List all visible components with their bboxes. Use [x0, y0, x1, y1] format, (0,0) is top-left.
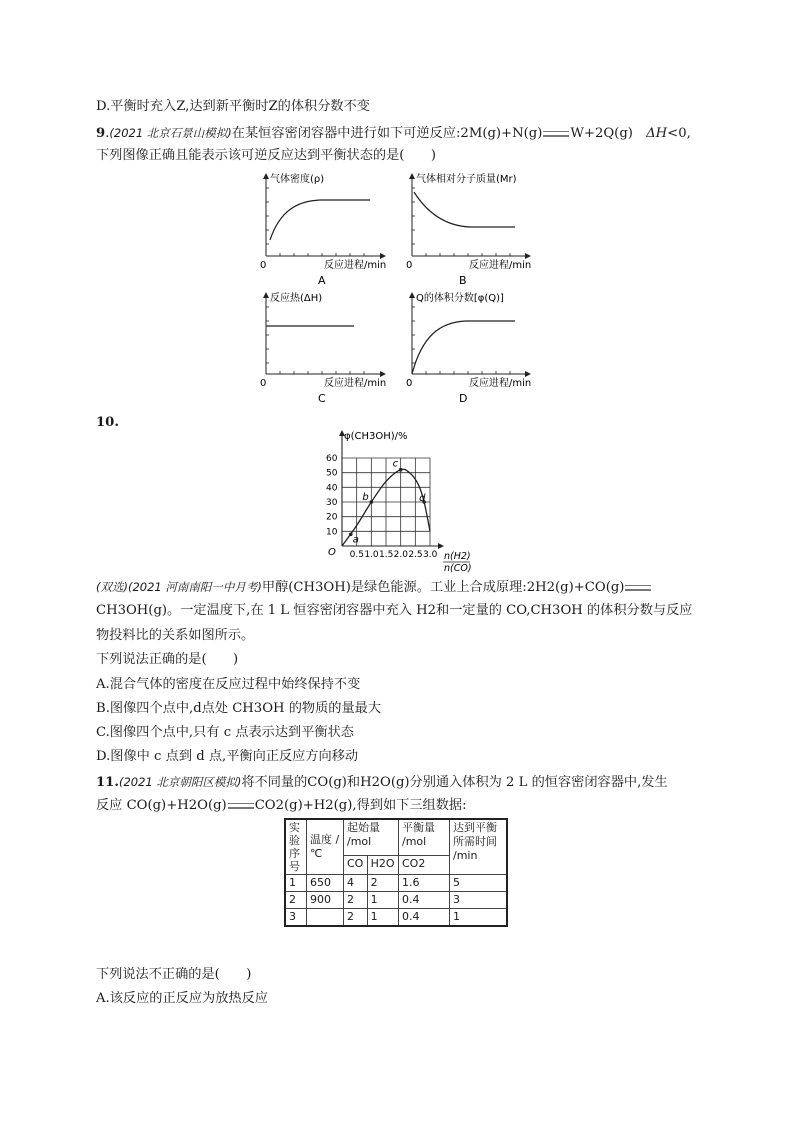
q9-dh-value: <0,	[667, 126, 691, 141]
graph-a	[260, 172, 386, 287]
header-eq: 平衡量 /mol	[399, 819, 450, 855]
cell: 1.6	[399, 875, 450, 892]
graph-c-xlabel: 反应进程/min	[324, 378, 387, 389]
point-label-d: d	[419, 493, 426, 504]
cell: 1	[367, 909, 398, 927]
q10-number: 10.	[96, 415, 119, 430]
graph-b-xlabel: 反应进程/min	[469, 260, 532, 271]
cell: 0.4	[399, 892, 450, 909]
q10-option-a: A.混合气体的密度在反应过程中始终保持不变	[96, 677, 361, 692]
q9-dh-symbol: ΔH	[646, 126, 668, 141]
cell: 650	[307, 875, 344, 892]
cell: 1	[285, 875, 307, 892]
graph-d-ylabel: Q的体积分数[φ(Q)]	[416, 293, 504, 304]
q10-grid	[342, 458, 430, 546]
q11-number: 11.	[96, 775, 119, 790]
q11-source: (2021 北京朝阳区模拟)	[118, 775, 242, 789]
q10-option-d: D.图像中 c 点到 d 点,平衡向正反应方向移动	[96, 749, 359, 764]
cell	[307, 909, 344, 927]
q11-line3: 下列说法不正确的是( )	[96, 967, 252, 982]
y-tick-label: 10	[326, 527, 338, 538]
q10-line3: 物投料比的关系如图所示。	[96, 628, 255, 643]
cell: 2	[367, 875, 398, 892]
q11-data-table	[284, 818, 508, 927]
x-tick-label: 0.5	[349, 550, 364, 560]
x-tick-label: 1.5	[379, 550, 394, 560]
y-tick-label: 40	[326, 483, 338, 494]
subheader-co2: CO2	[399, 855, 450, 874]
x-tick-label: 2.5	[408, 550, 423, 560]
graph-a-ticks	[266, 188, 364, 256]
cell: 0.4	[399, 909, 450, 927]
graph-b-curve	[414, 192, 515, 227]
q10-line1-text: 甲醇(CH3OH)是绿色能源。工业上合成原理:2H2(g)+CO(g)	[261, 580, 625, 595]
subheader-co: CO	[344, 855, 368, 874]
q9-stem-b: W+2Q(g)	[570, 126, 633, 141]
equilibrium-arrow-icon	[625, 585, 651, 591]
graph-a-ylabel: 气体密度(ρ)	[270, 174, 325, 185]
y-tick-label: 30	[326, 498, 338, 508]
q9-question: 下列图像正确且能表示该可逆反应达到平衡状态的是( )	[96, 148, 436, 163]
q9-source: (2021 北京石景山模拟)	[109, 126, 232, 140]
graph-a-curve	[270, 200, 370, 240]
equilibrium-arrow-icon	[543, 131, 569, 137]
x-tick-label: 1.0	[364, 550, 379, 560]
graph-c-caption: C	[318, 392, 326, 405]
y-tick-label: 60	[326, 454, 338, 464]
cell: 2	[344, 892, 368, 909]
q10-option-c: C.图像四个点中,只有 c 点表示达到平衡状态	[96, 725, 354, 740]
x-tick-label: 2.0	[393, 550, 408, 560]
q10-line1	[96, 578, 652, 597]
q10-ylabel: φ(CH3OH)/%	[344, 431, 408, 442]
q9-number: 9	[96, 126, 106, 141]
q9-graphs	[0, 168, 794, 408]
header-exp: 实 验 序 号	[285, 819, 307, 875]
cell: 1	[450, 909, 508, 927]
graph-d-curve	[412, 321, 515, 374]
cell: 4	[344, 875, 368, 892]
graph-a-origin: 0	[260, 260, 267, 271]
graph-c	[260, 291, 386, 405]
point-label-a: a	[352, 534, 359, 546]
q11-line2b: CO2(g)+H2(g),得到如下三组数据:	[254, 798, 467, 813]
graph-a-caption: A	[318, 274, 326, 287]
equilibrium-arrow-icon	[228, 803, 254, 809]
cell: 3	[450, 892, 508, 909]
cell: 1	[367, 892, 398, 909]
q10-xlabel-den: n(CO)	[444, 563, 472, 573]
q10-source: (2021 河南南阳一中月考)	[127, 580, 262, 594]
data-point-c	[399, 468, 403, 472]
y-tick-label: 50	[326, 468, 338, 479]
graph-d-caption: D	[459, 392, 468, 405]
graph-b-caption: B	[459, 274, 467, 287]
q9-stem: 9.(2021 北京石景山模拟)在某恒容密闭容器中进行如下可逆反应:2M(g)+N(g) W+2Q(g) ΔH<0,	[96, 126, 691, 141]
cell: 2	[285, 892, 307, 909]
table-row	[285, 892, 507, 909]
graph-b-ticks	[412, 188, 510, 256]
cell: 3	[285, 909, 307, 927]
q10-xlabel-num: n(H2)	[444, 551, 471, 562]
q9-stem-a: 在某恒容密闭容器中进行如下可逆反应:2M(g)+N(g)	[231, 126, 543, 141]
graph-b-origin: 0	[406, 260, 413, 271]
q10-origin: O	[328, 547, 336, 558]
table-row	[285, 909, 507, 927]
q11-line2	[96, 797, 467, 815]
cell: 2	[344, 909, 368, 927]
q11-option-a: A.该反应的正反应为放热反应	[96, 991, 268, 1006]
header-start: 起始量 /mol	[344, 819, 399, 855]
q10-option-b: B.图像四个点中,d点处 CH3OH 的物质的量最大	[96, 701, 382, 716]
graph-c-origin: 0	[260, 378, 267, 389]
graph-b-ylabel: 气体相对分子质量(Mr)	[416, 174, 517, 185]
q11-line1	[96, 773, 668, 792]
point-label-c: c	[392, 458, 399, 470]
graph-d-origin: 0	[406, 378, 413, 389]
q11-line2a: 反应 CO(g)+H2O(g)	[96, 798, 227, 813]
cell: 5	[450, 875, 508, 892]
graph-c-ticks	[266, 307, 364, 374]
graph-a-xlabel: 反应进程/min	[324, 260, 387, 271]
q10-line2: CH3OH(g)。一定温度下,在 1 L 恒容密闭容器中充入 H2和一定量的 CO,CH3OH 的体积分数与反应	[96, 603, 693, 618]
cell: 900	[307, 892, 344, 909]
q10-chart	[318, 428, 518, 573]
x-axis-arrow-icon	[438, 543, 444, 549]
x-tick-label: 3.0	[423, 550, 438, 560]
q11-line1-text: 将不同量的CO(g)和H2O(g)分别通入体积为 2 L 的恒容密闭容器中,发生	[241, 775, 668, 790]
q8-option-d: D.平衡时充入Z,达到新平衡时Z的体积分数不变	[96, 99, 370, 114]
q10-prefix: (双选)	[96, 580, 128, 594]
subheader-h2o: H2O	[367, 855, 398, 874]
graph-c-ylabel: 反应热(ΔH)	[270, 293, 323, 304]
table-row	[285, 875, 507, 892]
data-point-b	[370, 500, 374, 504]
graph-b	[406, 172, 531, 287]
header-time: 达到平衡所需时间 /min	[450, 819, 508, 875]
graph-d-xlabel: 反应进程/min	[469, 378, 532, 389]
graph-d	[406, 291, 531, 405]
y-tick-label: 20	[326, 512, 338, 523]
q10-line4: 下列说法正确的是( )	[96, 652, 239, 667]
point-label-b: b	[362, 492, 369, 503]
header-temp: 温度 /℃	[307, 819, 344, 875]
table-header-row	[285, 819, 507, 855]
